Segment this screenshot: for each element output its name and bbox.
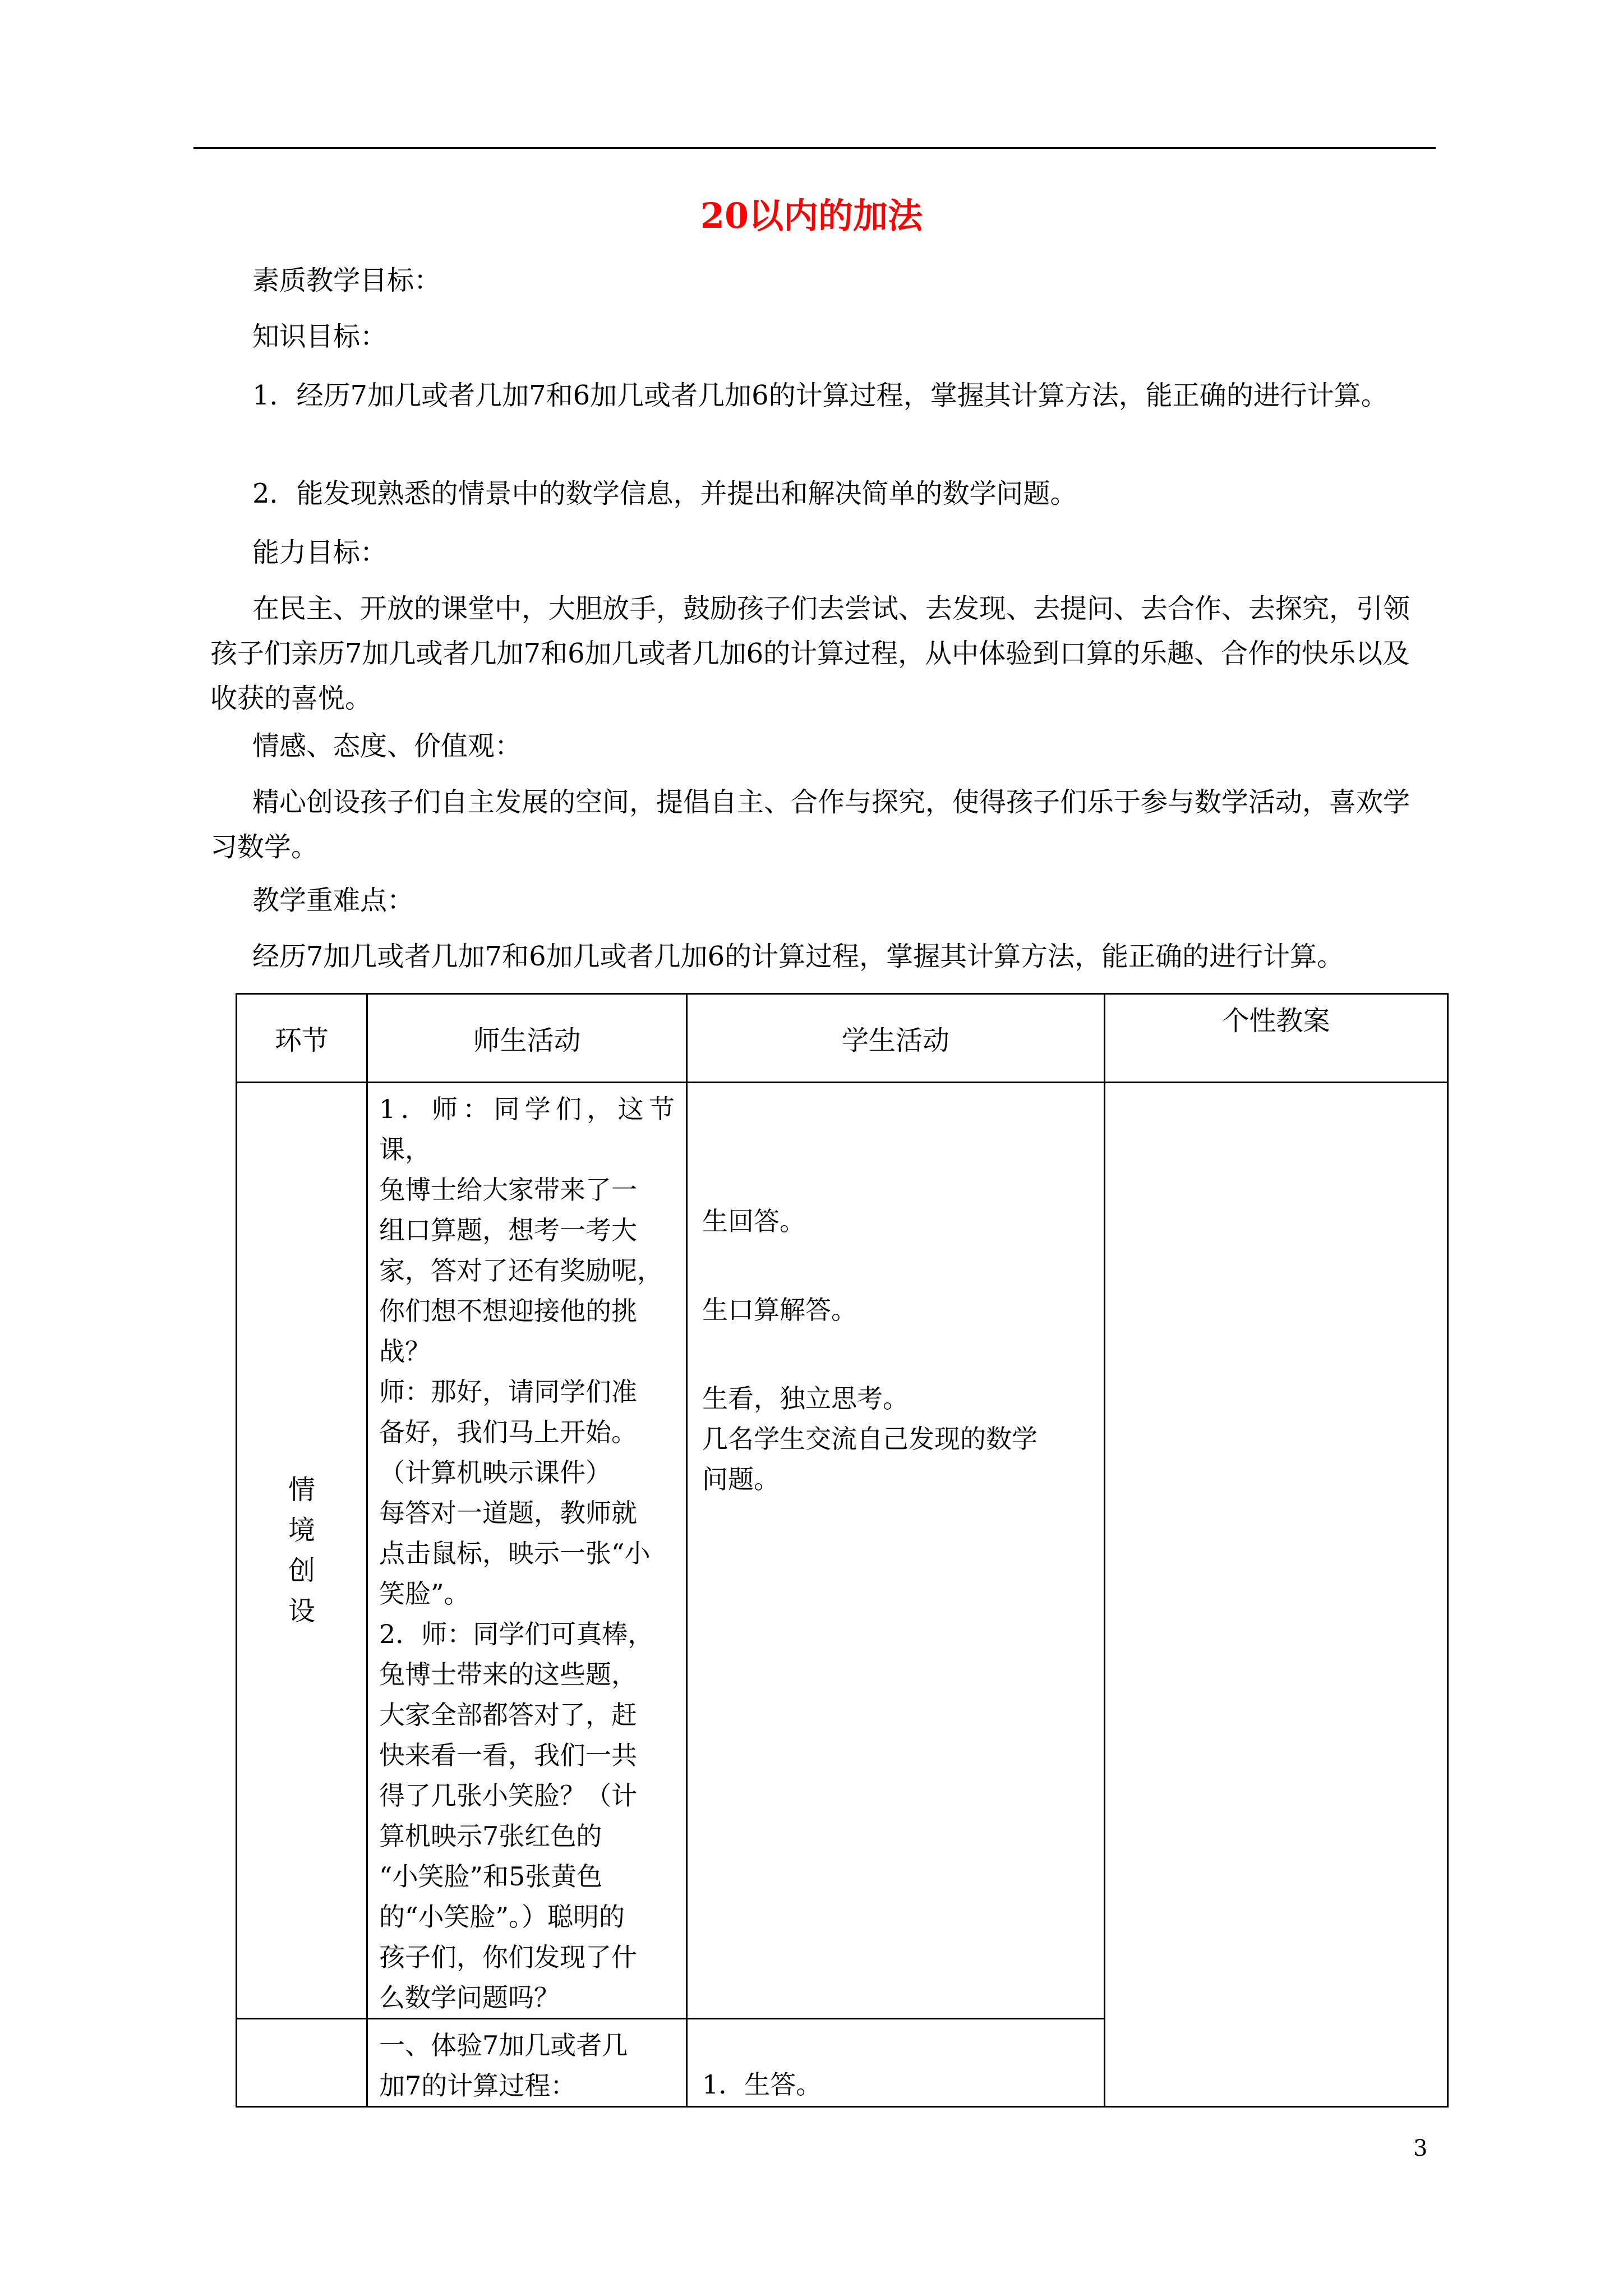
teacher-line: 得了几张小笑脸？（计	[379, 1780, 637, 1811]
key-points-heading: 教学重难点：	[252, 885, 414, 916]
teacher-activity-cell	[367, 1083, 687, 2019]
quality-goal-heading: 素质教学目标：	[252, 265, 441, 296]
teacher-line: 兔博士给大家带来了一	[379, 1175, 637, 1205]
teacher-line: 点击鼠标，映示一张“小	[379, 1538, 651, 1568]
stage-char: 情	[288, 1474, 315, 1506]
lesson-plan-table	[236, 993, 1449, 2108]
teacher-line: 快来看一看，我们一共	[379, 1740, 637, 1770]
header-rule	[193, 147, 1436, 149]
student-line: 生口算解答。	[702, 1295, 857, 1325]
page-number: 3	[1413, 2136, 1428, 2161]
teacher-line: 战？	[379, 1336, 431, 1366]
stage-cell	[237, 1083, 367, 2019]
teacher-line: 么数学问题吗？	[379, 1982, 560, 2013]
student-activity-cell	[687, 2019, 1105, 2107]
teacher-line: 每答对一道题，教师就	[379, 1498, 637, 1528]
header-student-activity: 学生活动	[687, 994, 1105, 1083]
teacher-line: 加7的计算过程：	[379, 2070, 577, 2101]
stage-char: 境	[288, 1515, 315, 1546]
teacher-line: 一、体验7加几或者几	[379, 2030, 628, 2060]
teacher-line: 你们想不想迎接他的挑	[379, 1296, 637, 1326]
student-line: 1．生答。	[702, 2069, 822, 2100]
table-header-row	[237, 994, 1448, 1083]
student-line: 问题。	[702, 1464, 780, 1494]
teacher-line: 1．师：同学们，这节课，	[379, 1094, 675, 1165]
knowledge-item-1: 1．经历7加几或者几加7和6加几或者几加6的计算过程，掌握其计算方法，能正确的进行计算。	[252, 380, 1388, 411]
teacher-line: 2．师：同学们可真棒，	[379, 1619, 654, 1649]
teacher-line: 算机映示7张红色的	[379, 1821, 602, 1851]
teacher-line: 兔博士带来的这些题，	[379, 1659, 637, 1690]
header-stage: 环节	[237, 994, 367, 1083]
teacher-line: 的“小笑脸”。）聪明的	[379, 1902, 625, 1932]
knowledge-item-2: 2．能发现熟悉的情景中的数学信息，并提出和解决简单的数学问题。	[252, 478, 1077, 509]
teacher-line: 备好，我们马上开始。	[379, 1417, 637, 1447]
emotion-goal-text: 精心创设孩子们自主发展的空间，提倡自主、合作与探究，使得孩子们乐于参与数学活动，喜欢学习数学。	[210, 786, 1410, 863]
student-line: 生回答。	[702, 1206, 805, 1236]
ability-goal-heading: 能力目标：	[252, 537, 388, 568]
header-personal-plan: 个性教案	[1105, 994, 1448, 1083]
teacher-line: “小笑脸”和5张黄色	[379, 1861, 603, 1892]
personal-plan-cell	[1105, 1083, 1448, 2107]
teacher-activity-cell	[367, 2019, 687, 2107]
student-line: 生看，独立思考。	[702, 1383, 909, 1414]
teacher-line: 师：那好，请同学们准	[379, 1377, 637, 1407]
knowledge-goal-heading: 知识目标：	[252, 321, 388, 352]
teacher-line: 笑脸”。	[379, 1579, 470, 1609]
stage-cell-empty	[237, 2019, 367, 2107]
teacher-line: 家，答对了还有奖励呢，	[379, 1255, 663, 1286]
key-points-text: 经历7加几或者几加7和6加几或者几加6的计算过程，掌握其计算方法，能正确的进行计算。	[252, 941, 1344, 972]
student-line: 几名学生交流自己发现的数学	[702, 1424, 1038, 1454]
table-row	[237, 1083, 1448, 2019]
stage-char: 设	[288, 1595, 315, 1627]
teacher-line: 组口算题，想考一考大	[379, 1215, 637, 1245]
teacher-line: 孩子们，你们发现了什	[379, 1942, 637, 1972]
ability-goal-text: 在民主、开放的课堂中，大胆放手，鼓励孩子们去尝试、去发现、去提问、去合作、去探究，引领孩子们亲历7加几或者几加7和6加几或者几加6的计算过程，从中体验到口算的乐趣、合作的快乐以及收获的喜悦。	[210, 593, 1410, 714]
header-teacher-activity: 师生活动	[367, 994, 687, 1083]
student-activity-cell	[687, 1083, 1105, 2019]
stage-char: 创	[288, 1555, 315, 1586]
teacher-line: （计算机映示课件）	[379, 1457, 611, 1488]
page-title: 20以内的加法	[700, 195, 923, 236]
emotion-goal-heading: 情感、态度、价值观：	[252, 730, 522, 762]
teacher-line: 大家全部都答对了，赶	[379, 1700, 637, 1730]
